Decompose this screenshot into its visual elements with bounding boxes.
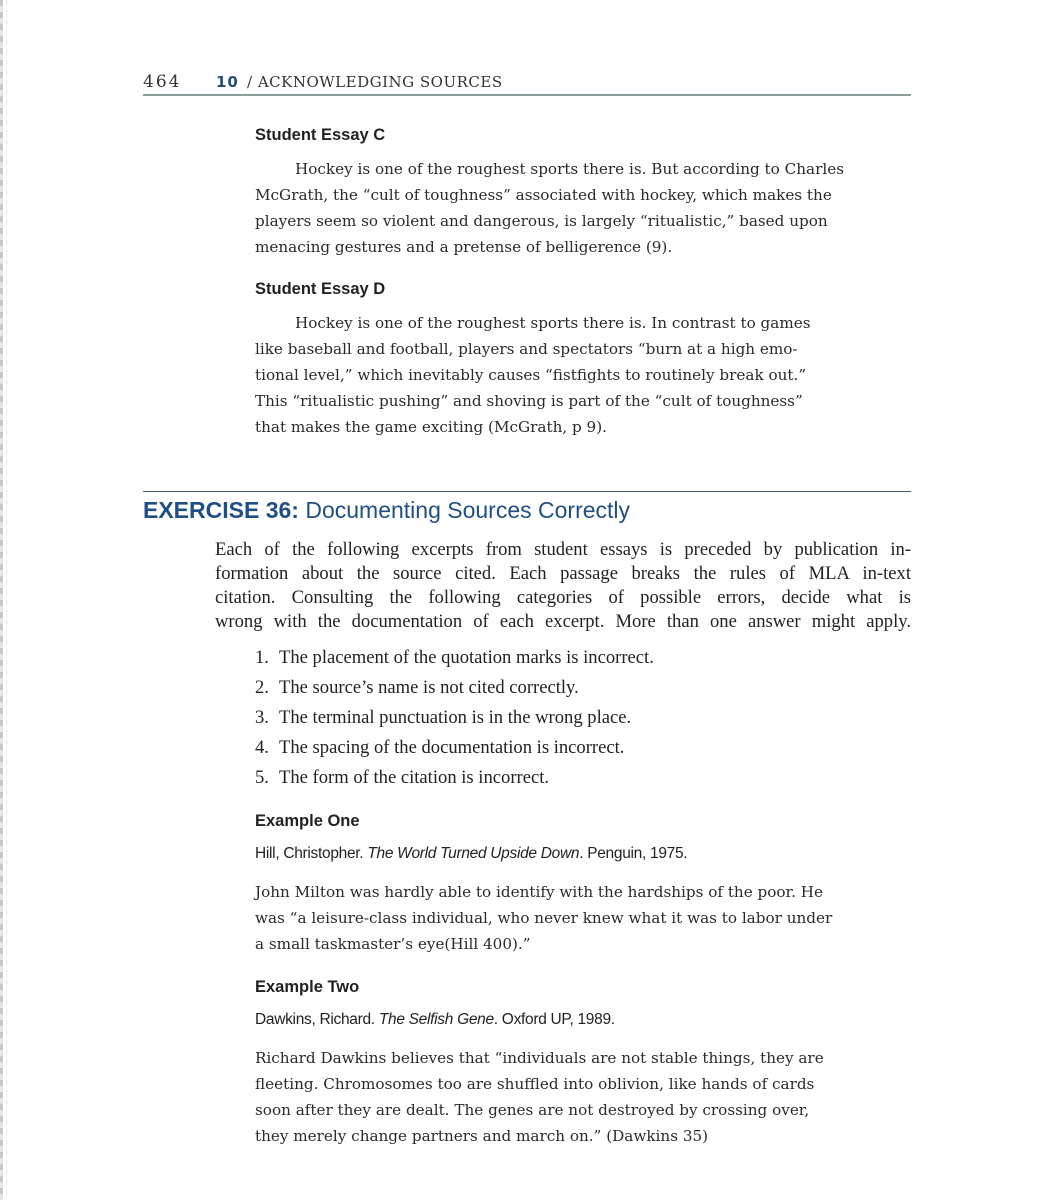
example-two-line: fleeting. Chromosomes too are shuffled into oblivion, like hands of cards bbox=[255, 1075, 815, 1093]
essay-c-text bbox=[255, 156, 875, 260]
essay-d-line: This “ritualistic pushing” and shoving is part of the “cult of toughness” bbox=[255, 392, 803, 410]
example-two-line: they merely change partners and march on.” (Dawkins 35) bbox=[255, 1127, 709, 1145]
chapter-number: 10 bbox=[216, 73, 239, 91]
running-head bbox=[143, 72, 911, 96]
error-category-item bbox=[255, 736, 654, 766]
essay-d-line: tional level,” which inevitably causes “fistfights to routinely break out.” bbox=[255, 366, 807, 384]
essay-d-heading: Student Essay D bbox=[255, 280, 386, 298]
instructions-line: citation. Consulting the following categories of possible errors, decide what is bbox=[215, 587, 911, 608]
citation-publisher: . Penguin, 1975. bbox=[579, 845, 688, 862]
example-one-line: a small taskmaster’s eye(Hill 400).” bbox=[255, 935, 531, 953]
citation-publisher: . Oxford UP, 1989. bbox=[493, 1011, 615, 1028]
citation-title: The World Turned Upside Down bbox=[367, 845, 580, 862]
example-one-text bbox=[255, 879, 875, 957]
instructions-line: wrong with the documentation of each excerpt. More than one answer might apply. bbox=[215, 611, 911, 632]
error-category-item bbox=[255, 766, 654, 796]
error-number: 4. bbox=[255, 737, 269, 758]
error-number: 1. bbox=[255, 647, 269, 668]
error-text: The placement of the quotation marks is incorrect. bbox=[279, 647, 654, 668]
section-divider bbox=[143, 491, 911, 492]
error-category-item bbox=[255, 676, 654, 706]
error-number: 5. bbox=[255, 767, 269, 788]
page-binding-edge-dashes bbox=[6, 0, 7, 1200]
example-one-heading: Example One bbox=[255, 812, 360, 830]
essay-d-line: like baseball and football, players and spectators “burn at a high emo- bbox=[255, 340, 798, 358]
essay-c-line: Hockey is one of the roughest sports there is. But according to Charles bbox=[295, 160, 844, 178]
example-two-line: soon after they are dealt. The genes are not destroyed by crossing over, bbox=[255, 1101, 810, 1119]
essay-c-line: menacing gestures and a pretense of belligerence (9). bbox=[255, 238, 673, 256]
exercise-instructions bbox=[215, 538, 911, 634]
essay-c-line: McGrath, the “cult of toughness” associated with hockey, which makes the bbox=[255, 186, 832, 204]
instructions-line: Each of the following excerpts from student essays is preceded by publication in- bbox=[215, 539, 911, 560]
chapter-title: / ACKNOWLEDGING SOURCES bbox=[247, 73, 503, 91]
example-one-citation bbox=[255, 845, 687, 863]
error-category-item bbox=[255, 646, 654, 676]
error-text: The terminal punctuation is in the wrong place. bbox=[279, 707, 632, 728]
page-binding-edge bbox=[0, 0, 3, 1200]
error-number: 3. bbox=[255, 707, 269, 728]
citation-title: The Selfish Gene bbox=[378, 1011, 494, 1028]
citation-author: Dawkins, Richard. bbox=[255, 1011, 375, 1028]
exercise-title-text: Documenting Sources Correctly bbox=[305, 497, 631, 523]
error-text: The form of the citation is incorrect. bbox=[279, 767, 550, 788]
example-two-heading: Example Two bbox=[255, 978, 360, 996]
essay-d-line: Hockey is one of the roughest sports there is. In contrast to games bbox=[295, 314, 811, 332]
citation-author: Hill, Christopher. bbox=[255, 845, 364, 862]
example-two-line: Richard Dawkins believes that “individuals are not stable things, they are bbox=[255, 1049, 824, 1067]
page-number: 464 bbox=[143, 72, 182, 92]
exercise-label: EXERCISE 36: bbox=[143, 497, 299, 523]
essay-c-heading: Student Essay C bbox=[255, 126, 386, 144]
error-categories-list bbox=[255, 646, 654, 796]
error-number: 2. bbox=[255, 677, 269, 698]
error-text: The spacing of the documentation is incorrect. bbox=[279, 737, 625, 758]
essay-d-line: that makes the game exciting (McGrath, p 9). bbox=[255, 418, 607, 436]
example-one-line: was “a leisure-class individual, who never knew what it was to labor under bbox=[255, 909, 833, 927]
essay-d-text bbox=[255, 310, 875, 440]
exercise-title bbox=[143, 497, 630, 524]
example-one-line: John Milton was hardly able to identify with the hardships of the poor. He bbox=[255, 883, 824, 901]
essay-c-line: players seem so violent and dangerous, is largely “ritualistic,” based upon bbox=[255, 212, 828, 230]
error-text: The source’s name is not cited correctly. bbox=[279, 677, 579, 698]
instructions-line: formation about the source cited. Each passage breaks the rules of MLA in-text bbox=[215, 563, 911, 584]
example-two-text bbox=[255, 1045, 875, 1149]
example-two-citation bbox=[255, 1011, 615, 1029]
error-category-item bbox=[255, 706, 654, 736]
